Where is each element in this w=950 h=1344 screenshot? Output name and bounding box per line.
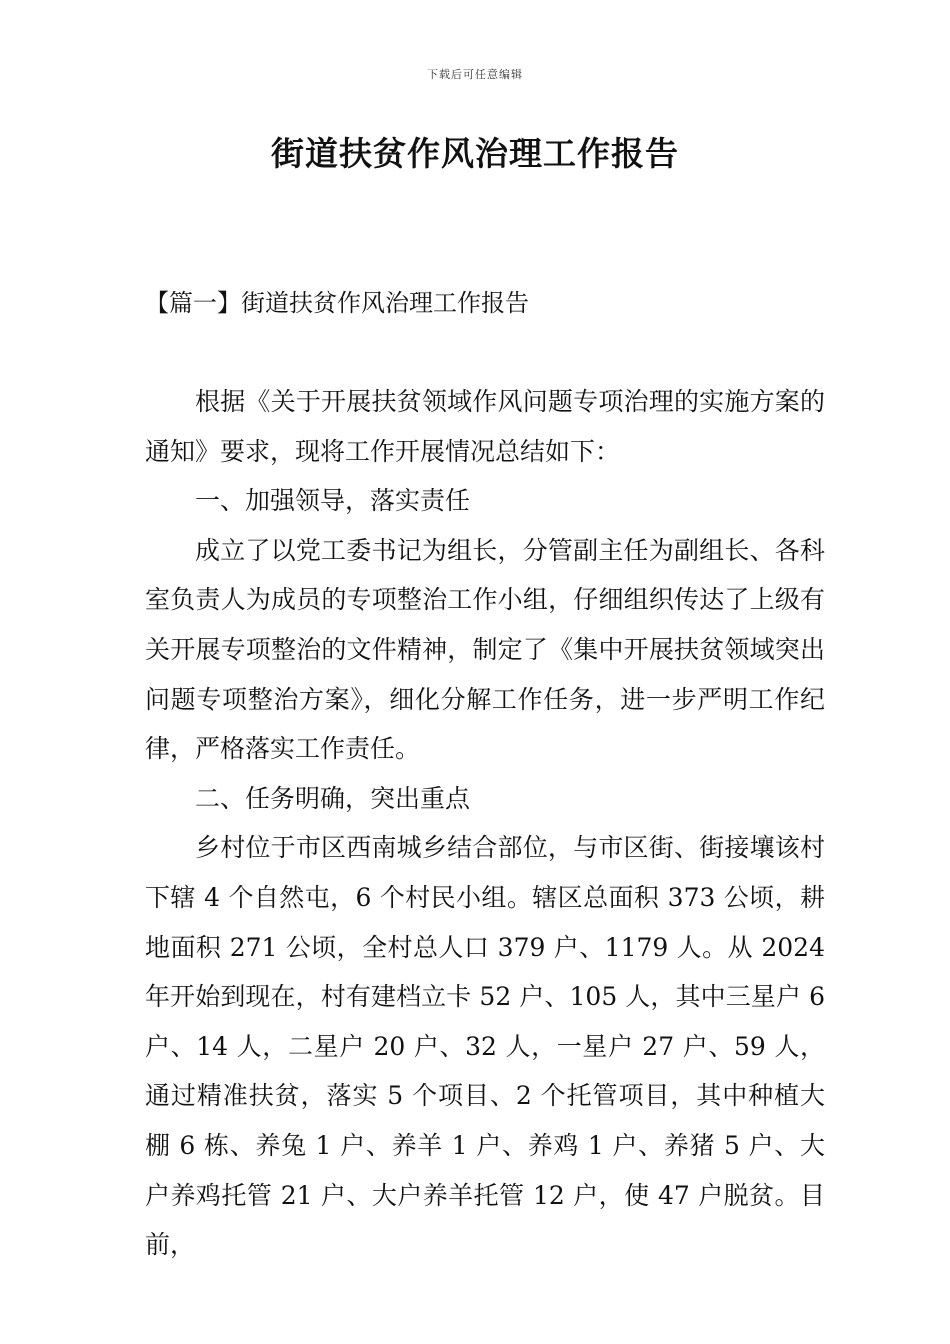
section-heading: 【篇一】街道扶贫作风治理工作报告: [145, 289, 529, 317]
header-note: 下载后可任意编辑: [427, 68, 523, 81]
subheading-tasks: 二、任务明确，突出重点: [195, 783, 471, 813]
village-paragraph: 乡村位于市区西南城乡结合部位，与市区街、街接壤该村下辖 4 个自然屯，6 个村民小组。辖区总面积 373 公顷，耕地面积 271 公顷，全村总人口 379 户、1179 人。从 2024 年开始到现在，村有建档立卡 52 户、105 人，其中三星户 6 户、14 人，二星户 20 户、32 人，一星户 27 户、59 人，通过精准扶贫，落实 5 个项目、2 个托管项目，其中种植大棚 6 栋、养兔 1 户、养羊 1 户、养鸡 1 户、养猪 5 户、大户养鸡托管 21 户、大户养羊托管 12 户，使 47 户脱贫。目前，: [145, 833, 825, 1260]
document-body: [145, 377, 825, 1270]
document-title: 街道扶贫作风治理工作报告: [271, 134, 679, 173]
leadership-paragraph: 成立了以党工委书记为组长，分管副主任为副组长、各科室负责人为成员的专项整治工作小组，仔细组织传达了上级有关开展专项整治的文件精神，制定了《集中开展扶贫领域突出问题专项整治方案》，细化分解工作任务，进一步严明工作纪律，严格落实工作责任。: [145, 535, 825, 764]
intro-paragraph: 根据《关于开展扶贫领域作风问题专项治理的实施方案的通知》要求，现将工作开展情况总结如下：: [145, 387, 825, 466]
subheading-leadership: 一、加强领导，落实责任: [195, 486, 471, 516]
